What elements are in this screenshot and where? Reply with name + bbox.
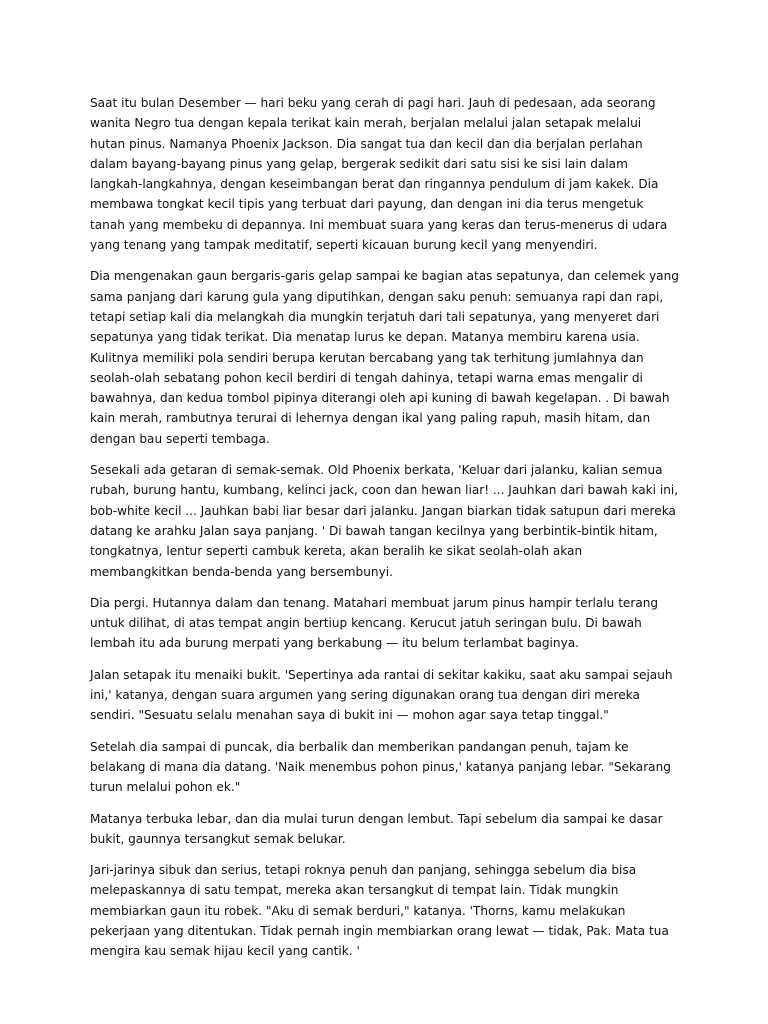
paragraph-1: Saat itu bulan Desember — hari beku yang cerah di pagi hari. Jauh di pedesaan, ada seorang wanita Negro tua dengan kepala terikat kain merah, berjalan melalui jalan setapak melalui hutan pinus. Namanya Phoenix Jackson. Dia sangat tua dan kecil dan dia berjalan perlahan dalam bayang-bayang pinus yang gelap, bergerak sedikit dari satu sisi ke sisi lain dalam langkah-langkahnya, dengan keseimbangan berat dan ringannya pendulum di jam kakek. Dia membawa tongkat kecil tipis yang terbuat dari payung, dan dengan ini dia terus mengetuk tanah yang membeku di depannya. Ini membuat suara yang keras dan terus-menerus di udara yang tenang yang tampak meditatif, seperti kicauan burung kecil yang menyendiri.: [90, 96, 668, 253]
paragraph-3: Sesekali ada getaran di semak-semak. Old Phoenix berkata, 'Keluar dari jalanku, kalian semua rubah, burung hantu, kumbang, kelinci jack, coon dan hewan liar! ... Jauhkan dari bawah kaki ini, bob-white kecil ... Jauhkan babi liar besar dari jalanku. Jangan biarkan tidak satupun dari mereka datang ke arahku Jalan saya panjang. ' Di bawah tangan kecilnya yang berbintik-bintik hitam, tongkatnya, lentur seperti cambuk kereta, akan beralih ke sikat seolah-olah akan membangkitkan benda-benda yang bersembunyi.: [90, 463, 679, 579]
paragraph-7: Matanya terbuka lebar, dan dia mulai turun dengan lembut. Tapi sebelum dia sampai ke dasar bukit, gaunnya tersangkut semak belukar.: [90, 811, 663, 846]
paragraph-4: Dia pergi. Hutannya dalam dan tenang. Matahari membuat jarum pinus hampir terlalu terang untuk dilihat, di atas tempat angin bertiup kencang. Kerucut jatuh seringan bulu. Di bawah lembah itu ada burung merpati yang berkabung — itu belum terlambat baginya.: [90, 595, 659, 651]
paragraph-6: Setelah dia sampai di puncak, dia berbalik dan memberikan pandangan penuh, tajam ke belakang di mana dia datang. 'Naik menembus pohon pinus,' katanya panjang lebar. "Sekarang turun melalui pohon ek.": [90, 739, 671, 795]
document-page: [90, 93, 680, 973]
paragraph-2: Dia mengenakan gaun bergaris-garis gelap sampai ke bagian atas sepatunya, dan celemek yang sama panjang dari karung gula yang diputihkan, dengan saku penuh: semuanya rapi dan rapi, tetapi setiap kali dia melangkah dia mungkin terjatuh dari tali sepatunya, yang menyeret dari sepatunya yang tidak terikat. Dia menatap lurus ke depan. Matanya membiru karena usia. Kulitnya memiliki pola sendiri berupa kerutan bercabang yang tak terhitung jumlahnya dan seolah-olah sebatang pohon kecil berdiri di tengah dahinya, tetapi warna emas mengalir di bawahnya, dan kedua tombol pipinya diterangi oleh api kuning di bawah kegelapan. . Di bawah kain merah, rambutnya terurai di lehernya dengan ikal yang paling rapuh, masih hitam, dan dengan bau seperti tembaga.: [90, 269, 679, 446]
paragraph-5: Jalan setapak itu menaiki bukit. 'Sepertinya ada rantai di sekitar kakiku, saat aku sampai sejauh ini,' katanya, dengan suara argumen yang sering digunakan orang tua dengan diri mereka sendiri. "Sesuatu selalu menahan saya di bukit ini — mohon agar saya tetap tinggal.": [90, 667, 673, 723]
paragraph-8: Jari-jarinya sibuk dan serius, tetapi roknya penuh dan panjang, sehingga sebelum dia bisa melepaskannya di satu tempat, mereka akan tersangkut di tempat lain. Tidak mungkin membiarkan gaun itu robek. "Aku di semak berduri," katanya. 'Thorns, kamu melakukan pekerjaan yang ditentukan. Tidak pernah ingin membiarkan orang lewat — tidak, Pak. Mata tua mengira kau semak hijau kecil yang cantik. ': [90, 863, 669, 959]
